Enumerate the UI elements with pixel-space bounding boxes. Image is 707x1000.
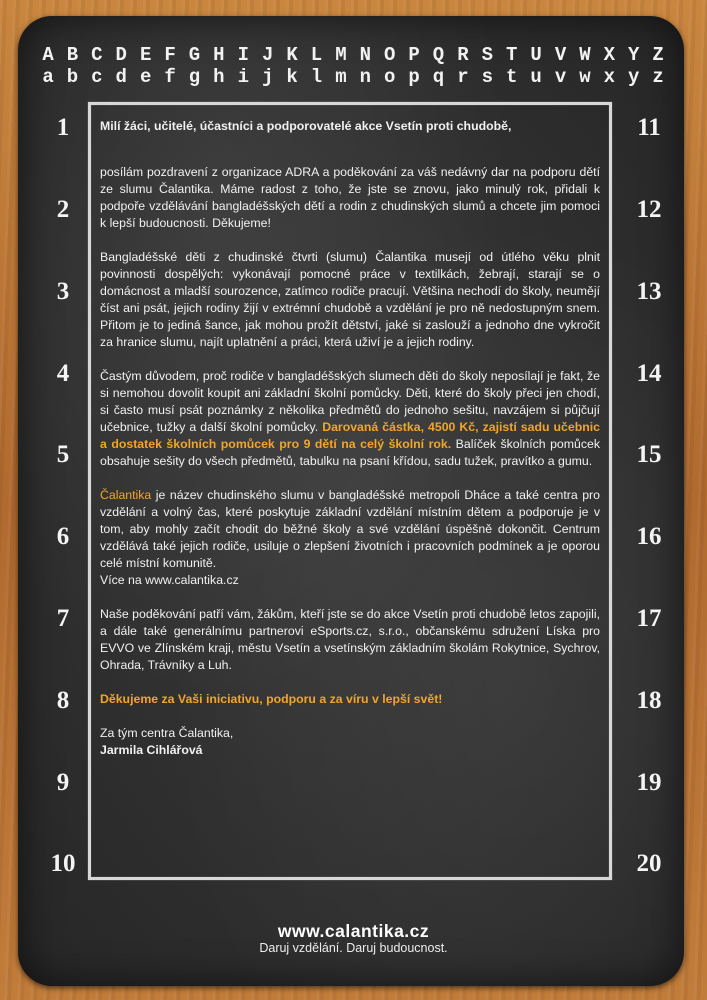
letter-paragraph: Bangladéšské děti z chudinské čtvrti (slumu) Čalantika musejí od útlého věku plnit povinnosti dospělých: vykonávají pomocné práce v textilkách, žebrají, starají se o domácnost a mladší sourozence, zatímco rodiče pracují. Většina nechodí do školy, neumějí číst ani psát, jejich rodiny žijí v extrémní chudobě a vzdělání je pro ně nedostupným snem. Přitom je to jediná šance, jak mohou prožít dětství, jaké si zaslouží a jednoho dne vykročit za hranice slumu, najít uplatnění a práci, která uživí je a jejich rodiny.: [100, 250, 600, 349]
margin-number: 4: [56, 360, 70, 387]
letter-paragraph: posílám pozdravení z organizace ADRA a poděkování za váš nedávný dar na podporu dětí ze slumu Čalantika. Máme radost z toho, že jste se znovu, jako minulý rok, přidali k podpoře vzdělávání bangladéšských dětí a rodin z chudinských slumů a chcete jim pomoci k lepší budoucnosti. Děkujeme!: [100, 165, 600, 230]
alphabet-lowercase: a b c d e f g h i j k l m n o p q r s t u v w x y z: [42, 66, 665, 88]
margin-number: 14: [636, 360, 662, 387]
donation-highlight: Darovaná částka, 4500 Kč, zajistí sadu učebnic a dostatek školních pomůcek pro 9 dětí na celý školní rok.: [100, 420, 600, 451]
margin-number: 15: [636, 441, 662, 468]
footer-url-link[interactable]: www.calantika.cz: [277, 921, 430, 941]
margin-number: 13: [636, 278, 662, 305]
alphabet-uppercase: A B C D E F G H I J K L M N O P Q R S T U V W X Y Z: [42, 44, 665, 66]
letter-paragraph: [100, 487, 600, 572]
paragraph-text: Častým důvodem, proč rodiče v bangladéšských slumech děti do školy neposílají je fakt, že si nemohou dovolit koupit ani základní školní pomůcky. Děti, které do školy přeci jen chodí, si často musí psát poznámky z několika předmětů do jednoho sešitu, navzájem si půjčují učebnice, tužky a další školní pomůcky.: [100, 369, 600, 434]
margin-number: 3: [56, 278, 70, 305]
letter-paragraph: [100, 368, 600, 470]
paragraph-text: je název chudinského slumu v bangladéšské metropoli Dháce a také centra pro vzdělání a volný čas, které poskytuje základní vzdělání místním dětem a podporuje je v tom, aby mohly začít chodit do běžné školy a své vzdělání úspěšně dokončit. Centrum vzdělává také jejich rodiče, usiluje o zlepšení životních i pracovních podmínek a je oporou celé místní komunitě.: [100, 488, 600, 570]
margin-number: 19: [636, 769, 662, 796]
letter-paragraph: Naše poděkování patří vám, žákům, kteří jste se do akce Vsetín proti chudobě letos zapojili, a dále také generálnímu partnerovi eSports.cz, s.r.o., občanskému sdružení Líska pro EVVO ve Zlínském kraji, městu Vsetín a vsetínským základním školám Rokytnice, Sychrov, Ohrada, Trávníky a Luh.: [100, 607, 600, 672]
margin-number: 8: [56, 687, 70, 714]
signature-name: Jarmila Cihlářová: [100, 743, 203, 757]
margin-number: 9: [56, 769, 70, 796]
margin-number: 17: [636, 605, 662, 632]
letter-body: [100, 118, 600, 776]
signature-team: Za tým centra Čalantika,: [100, 726, 234, 740]
margin-number: 20: [636, 850, 662, 877]
margin-number: 5: [56, 441, 70, 468]
margin-number: 12: [636, 196, 662, 223]
margin-number: 7: [56, 605, 70, 632]
calantika-name: Čalantika: [100, 488, 152, 502]
margin-number: 18: [636, 687, 662, 714]
margin-number: 11: [637, 114, 661, 141]
margin-number: 1: [56, 114, 70, 141]
margin-number: 2: [56, 196, 70, 223]
margin-number: 6: [56, 523, 70, 550]
more-info-link[interactable]: Více na www.calantika.cz: [100, 573, 239, 587]
footer-tagline: Daruj vzdělání. Daruj budoucnost.: [259, 941, 448, 955]
margin-number: 16: [636, 523, 662, 550]
margin-number: 10: [50, 850, 76, 877]
paragraph-text: Balíček školních pomůcek obsahuje sešity do všech předmětů, tabulku na psaní křídou, sadu tužek, pravítko a gumu.: [100, 437, 600, 468]
thanks-line: Děkujeme za Vaši iniciativu, podporu a za víru v lepší svět!: [100, 692, 443, 706]
letter-greeting: Milí žáci, učitelé, účastníci a podporovatelé akce Vsetín proti chudobě,: [100, 119, 512, 133]
